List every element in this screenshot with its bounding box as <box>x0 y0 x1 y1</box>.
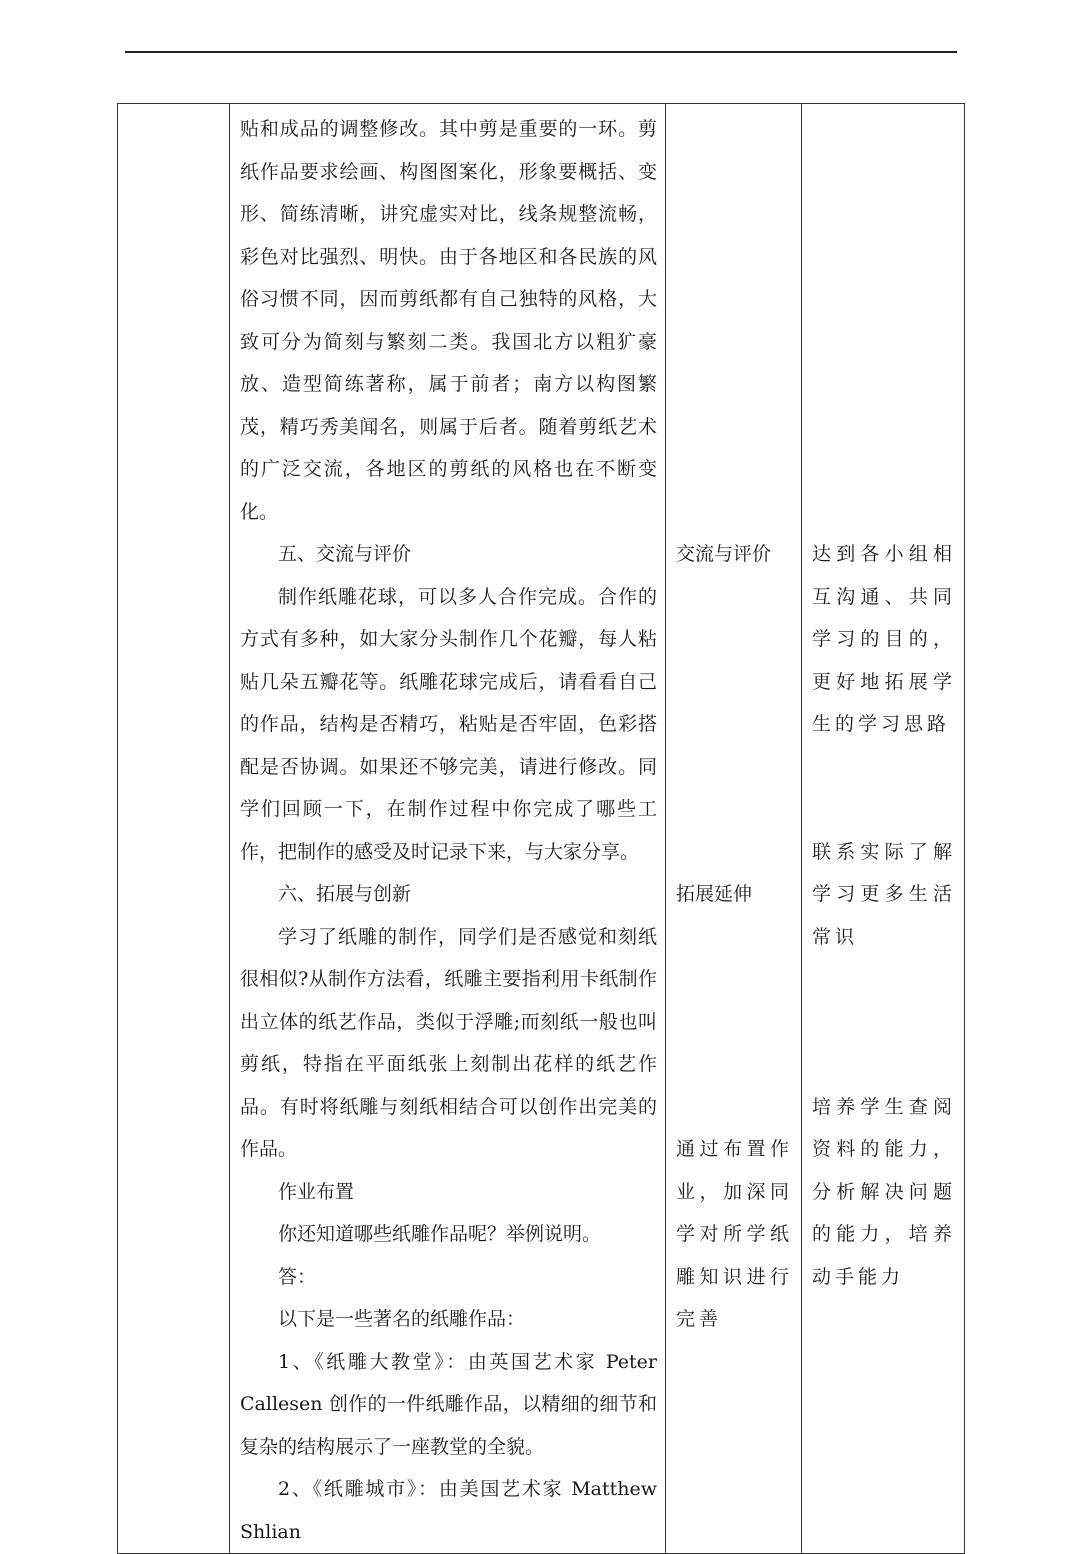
activity-cell <box>666 104 802 1554</box>
paragraph: 以下是一些著名的纸雕作品： <box>278 1308 526 1330</box>
paragraph: 贴和成品的调整修改。其中剪是重要的一环。剪纸作品要求绘画、构图图案化，形象要概括、变形、简练清晰，讲究虚实对比，线条规整流畅，彩色对比强烈、明快。由于各地区和各民族的风俗习惯不同，因而剪纸都有自己独特的风格，大致可分为简刻与繁刻二类。我国北方以粗犷豪放、造型简练著称，属于前者；南方以构图繁茂，精巧秀美闻名，则属于后者。随着剪纸艺术的广泛交流，各地区的剪纸的风格也在不断变化。 <box>240 118 657 523</box>
intent-text: 培养学生查阅资料的能力，分析解决问题的能力，培养动手能力 <box>812 1095 956 1288</box>
activity-text: 交流与评价 <box>676 543 772 565</box>
section-heading: 作业布置 <box>278 1180 355 1203</box>
paragraph: 2、《纸雕城市》：由美国艺术家 Matthew Shlian <box>240 1478 657 1543</box>
content-cell <box>230 104 666 1554</box>
intent-text: 联系实际了解学习更多生活常识 <box>812 840 956 948</box>
paragraph: 你还知道哪些纸雕作品呢？举例说明。 <box>278 1223 602 1245</box>
paragraph: 答： <box>278 1265 317 1288</box>
table-row <box>118 104 965 1554</box>
activity-text: 拓展延伸 <box>676 883 753 905</box>
lesson-table <box>117 103 965 1554</box>
paragraph: 1、《纸雕大教堂》：由英国艺术家 Peter Callesen 创作的一件纸雕作品，以精细的细节和复杂的结构展示了一座教堂的全貌。 <box>240 1350 657 1458</box>
section-heading: 五、交流与评价 <box>278 543 412 565</box>
intent-text: 达到各小组相互沟通、共同学习的目的，更好地拓展学生的学习思路 <box>812 543 956 735</box>
paragraph: 制作纸雕花球，可以多人合作完成。合作的方式有多种，如大家分头制作几个花瓣，每人粘贴几朵五瓣花等。纸雕花球完成后，请看看自己的作品，结构是否精巧，粘贴是否牢固，色彩搭配是否协调。如果还不够完美，请进行修改。同学们回顾一下，在制作过程中你完成了哪些工作，把制作的感受及时记录下来，与大家分享。 <box>240 585 657 863</box>
intent-cell <box>802 104 965 1554</box>
stage-cell <box>118 104 230 1554</box>
header-rule <box>125 51 957 53</box>
section-heading: 六、拓展与创新 <box>278 883 412 905</box>
paragraph: 学习了纸雕的制作，同学们是否感觉和刻纸很相似?从制作方法看，纸雕主要指利用卡纸制作出立体的纸艺作品，类似于浮雕;而刻纸一般也叫剪纸，特指在平面纸张上刻制出花样的纸艺作品。有时将纸雕与刻纸相结合可以创作出完美的作品。 <box>240 925 657 1160</box>
activity-text: 通过布置作业，加深同学对所学纸雕知识进行完善 <box>676 1138 793 1330</box>
